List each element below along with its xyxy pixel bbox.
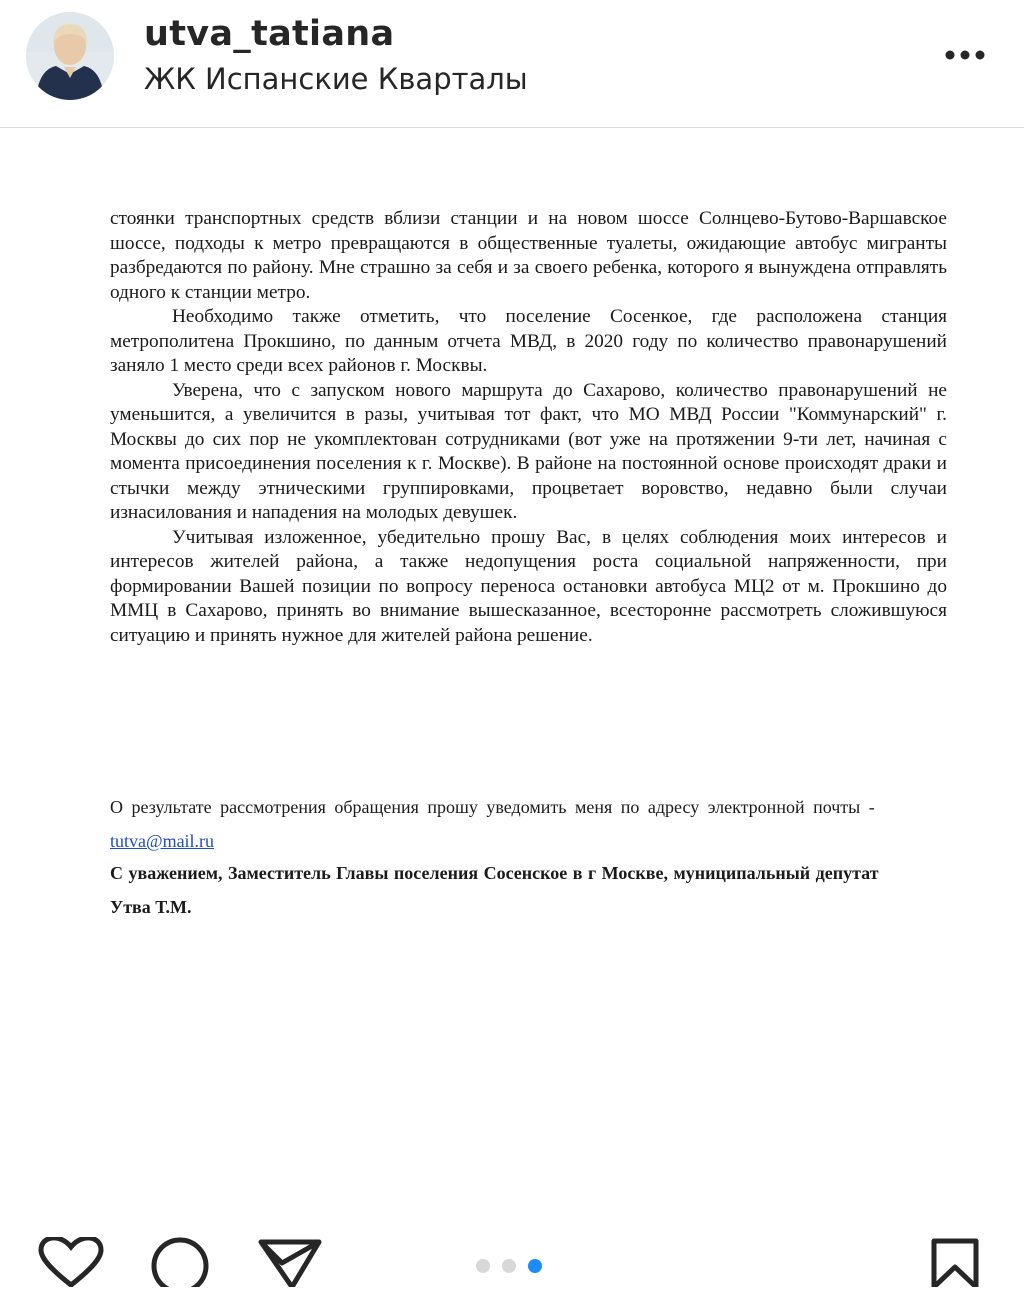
signature-name: Утва Т.М. <box>110 897 192 917</box>
like-button[interactable] <box>38 1237 104 1291</box>
more-options-button[interactable] <box>940 40 990 70</box>
carousel-dot-active <box>528 1259 542 1273</box>
letter-paragraph: стоянки транспортных средств вблизи станции и на новом шоссе Солнцево-Бутово-Варшавское шоссе, подходы к метро превращаются в общественные туалеты, ожидающие автобус мигранты разбредаются по району. Мне страшно за себя и за своего ребенка, которого я вынуждена отправлять одного к станции метро. <box>110 208 947 303</box>
carousel-dot <box>476 1259 490 1273</box>
letter-paragraph: Необходимо также отметить, что поселение Сосенкое, где расположена станция метрополитена Прокшино, по данным отчета МВД, в 2020 году по количество правонарушений заняло 1 место среди всех районов г. Москвы. <box>110 306 947 376</box>
location-label[interactable]: ЖК Испанские Кварталы <box>144 62 528 96</box>
letter-body <box>110 207 947 648</box>
letter-paragraph: Учитывая изложенное, убедительно прошу Вас, в целях соблюдения моих интересов и интересов жителей района, а также недопущения роста социальной напряженности, при формировании Вашей позиции по вопросу переноса остановки автобуса МЦ2 от м. Прокшино до ММЦ в Сахарово, принять во внимание вышесказанное, всесторонне рассмотреть сложившуюся ситуацию и принять нужное для жителей района решение. <box>110 526 947 646</box>
email-link[interactable]: tutva@mail.ru <box>110 831 215 851</box>
avatar-image <box>26 12 114 100</box>
avatar[interactable] <box>26 12 114 100</box>
comment-button[interactable] <box>150 1237 210 1291</box>
username[interactable]: utva_tatiana <box>144 14 395 54</box>
carousel-dot <box>502 1259 516 1273</box>
carousel-indicator <box>476 1259 542 1273</box>
notification-request: О результате рассмотрения обращения прошу уведомить меня по адресу электронной почты - <box>110 797 875 817</box>
post-header <box>0 0 1024 128</box>
action-bar <box>0 1229 1024 1280</box>
signature-title: С уважением, Заместитель Главы поселения Сосенское в г Москве, муниципальный депутат <box>110 863 879 883</box>
save-button[interactable] <box>930 1237 980 1291</box>
share-button[interactable] <box>258 1237 322 1291</box>
post-image[interactable] <box>0 129 1024 1229</box>
letter-paragraph: Уверена, что с запуском нового маршрута до Сахарово, количество правонарушений не уменьшится, а увеличится в разы, учитывая тот факт, что МО МВД России "Коммунарский" г. Москвы до сих пор не укомплектован сотрудниками (вот уже на протяжении 9-ти лет, начиная с момента присоединения поселения к г. Москве). В районе на постоянной основе происходят драки и стычки между этническими группировками, процветает воровство, недавно были случаи изнасилования и нападения на молодых девушек. <box>110 379 947 523</box>
more-options-icon <box>945 50 985 60</box>
